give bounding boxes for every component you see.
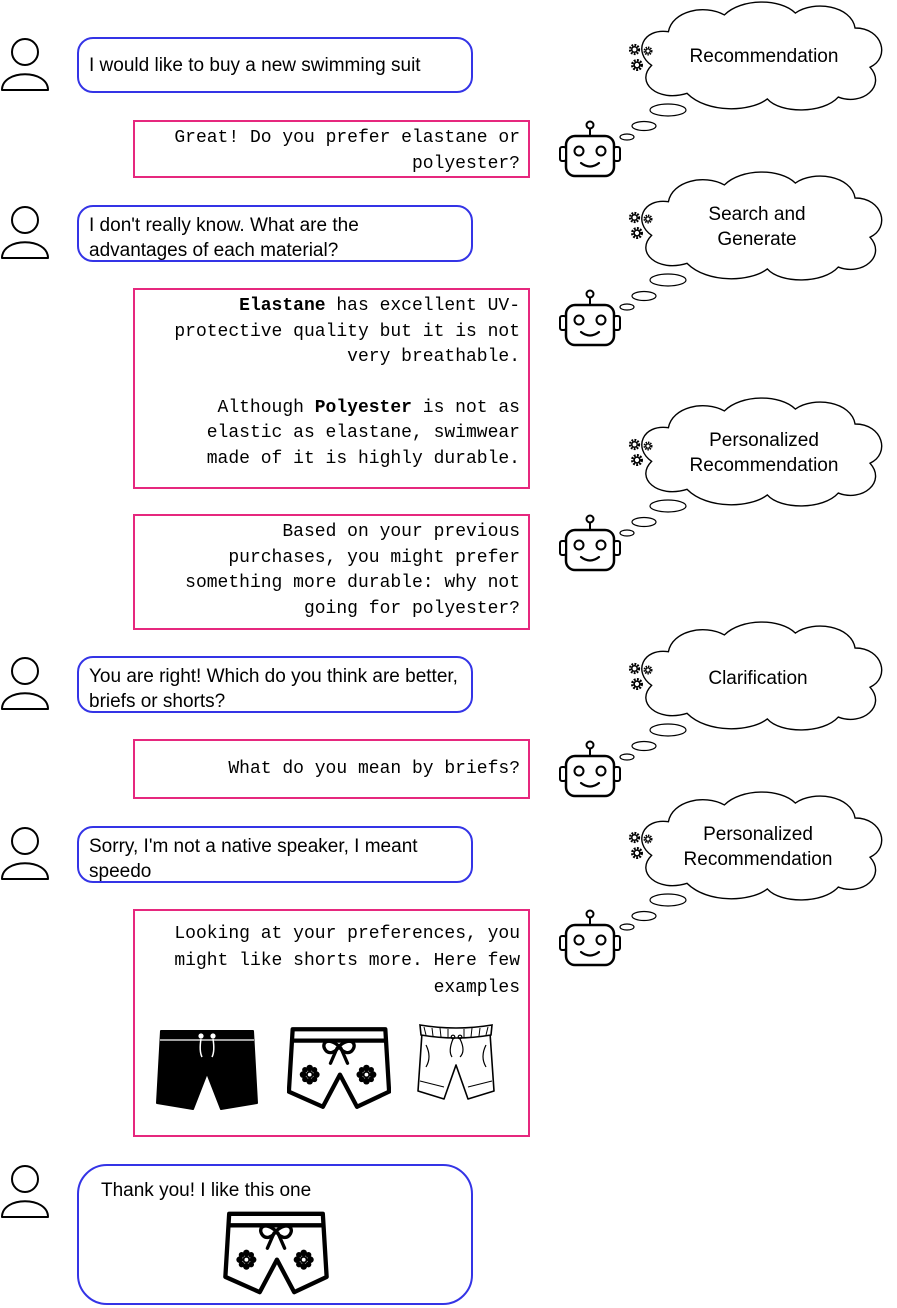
white-drawstring-shorts-icon <box>410 1023 502 1109</box>
user-message-text: Thank you! I like this one <box>101 1180 312 1201</box>
user-message <box>77 205 473 262</box>
system-message <box>133 514 530 630</box>
robot-icon <box>557 909 623 969</box>
user-icon <box>0 205 50 261</box>
system-message <box>133 120 530 178</box>
gears-icon <box>626 41 658 75</box>
system-message-text: Looking at your preferences, you might like shorts more. Here few examples <box>174 924 520 998</box>
system-message-text: is not as elastic as elastane, swimwear made of it is highly durable. <box>206 397 520 469</box>
user-icon <box>0 1164 50 1220</box>
thought-label: Clarification <box>708 668 808 689</box>
robot-icon <box>557 514 623 574</box>
gears-icon <box>626 436 658 470</box>
thought-label: Recommendation <box>689 46 839 67</box>
user-message-text: Sorry, I'm not a native speaker, I meant speedo <box>89 836 418 882</box>
user-icon <box>0 37 50 93</box>
user-icon <box>0 656 50 712</box>
user-icon <box>0 826 50 882</box>
material-name-elastane: Elastane <box>239 296 326 316</box>
thought-label: Personalized Recommendation <box>683 824 833 870</box>
user-message-text: You are right! Which do you think are better, briefs or shorts? <box>89 666 458 712</box>
system-message <box>133 288 530 489</box>
system-message-text: has excellent UV-protective quality but it is not very breathable. <box>174 296 520 367</box>
black-shorts-icon <box>155 1029 259 1111</box>
user-message <box>77 37 473 93</box>
thought-label: Search and Generate <box>708 204 806 250</box>
gears-icon <box>626 660 658 694</box>
gears-icon <box>626 209 658 243</box>
robot-icon <box>557 740 623 800</box>
system-message-text: Based on your previous purchases, you might prefer something more durable: why not going for polyester? <box>185 522 520 619</box>
gears-icon <box>626 829 658 863</box>
system-message-text: Although <box>217 397 315 418</box>
user-message-text: I would like to buy a new swimming suit <box>89 55 421 76</box>
user-message <box>77 826 473 883</box>
floral-shorts-icon <box>217 1210 335 1296</box>
system-message <box>133 909 530 1137</box>
floral-shorts-icon <box>287 1025 391 1111</box>
robot-icon <box>557 289 623 349</box>
user-message <box>77 1164 473 1305</box>
system-message <box>133 739 530 799</box>
user-message <box>77 656 473 713</box>
system-message-text: Great! Do you prefer elastane or polyester? <box>174 128 520 174</box>
material-name-polyester: Polyester <box>314 397 412 418</box>
system-message-text: What do you mean by briefs? <box>228 759 520 779</box>
robot-icon <box>557 120 623 180</box>
thought-label: Personalized Recommendation <box>689 430 839 476</box>
user-message-text: I don't really know. What are the advantages of each material? <box>89 215 359 261</box>
